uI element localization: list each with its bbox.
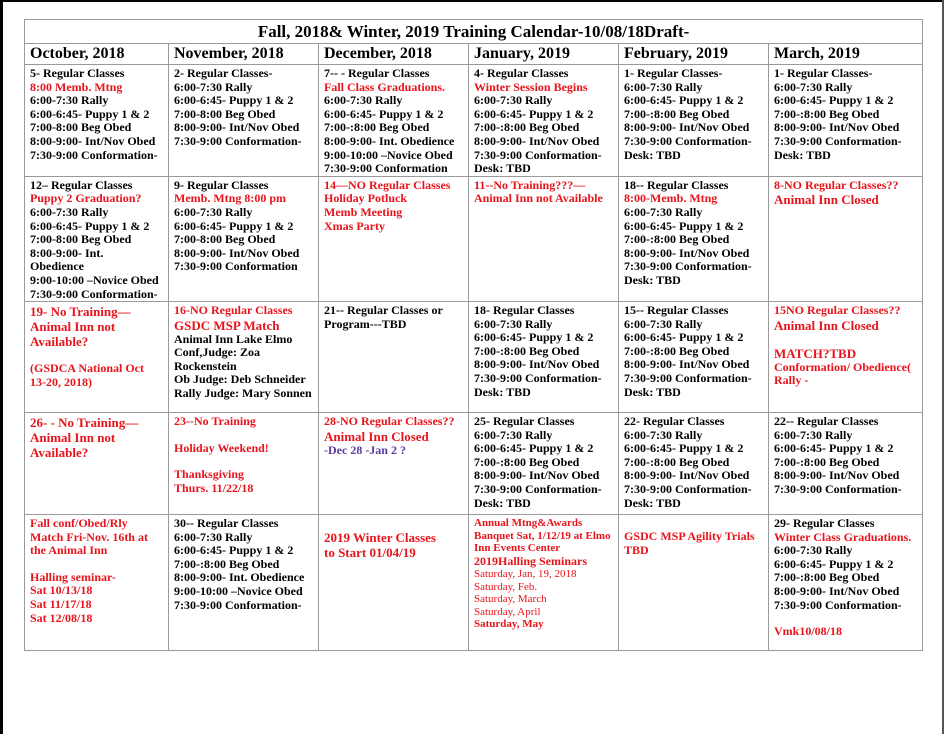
entry-line: Animal Inn not Available (474, 191, 603, 206)
entry-line: 8:00-9:00- Int/Nov Obed (174, 245, 300, 260)
entry-line: to Start 01/04/19 (324, 545, 416, 561)
entry-line: 7:30-9:00 Conformation- (474, 147, 602, 162)
day-cell-november (169, 413, 319, 515)
entry-line: Saturday, Jan, 19, 2018 (474, 568, 577, 581)
entry-line: 6:00-7:30 Rally (474, 93, 553, 108)
entry-line: 8:00-9:00- Int. Obedience (324, 133, 455, 148)
entry-line: 7:00-8:00 Beg Obed (30, 232, 132, 247)
entry-line: Inn Events Center (474, 542, 561, 555)
entry-line: Saturday, Feb. (474, 580, 538, 593)
entry-line: GSDC MSP Agility Trials (624, 529, 755, 544)
entry-line: 8:00-9:00- Int/Nov Obed (624, 468, 750, 483)
entry-line: 7:30-9:00 Conformation- (174, 133, 302, 148)
entry-line: Rockenstein (174, 358, 237, 373)
title-row (25, 20, 923, 44)
entry-line: 9- Regular Classes (174, 177, 269, 192)
calendar-title: Fall, 2018& Winter, 2019 Training Calendar-10/08/18Draft- (25, 20, 923, 44)
entry-line: 8:00-9:00- Int. Obedience (174, 570, 305, 585)
entry-line: Annual Mtng&Awards (474, 517, 583, 530)
entry-line: 7:30-9:00 Conformation (324, 161, 448, 176)
entry-line: 8:00-9:00- Int/Nov Obed (624, 120, 750, 135)
entry-line: Fall conf/Obed/Rly (30, 516, 128, 531)
entry-line: 22-- Regular Classes (774, 414, 879, 429)
entry-line: Conf,Judge: Zoa (174, 345, 261, 360)
day-cell-march (769, 65, 923, 177)
entry-line: Desk: TBD (624, 384, 681, 399)
entry-line: 7:30-9:00 Conformation- (774, 482, 902, 497)
day-cell-january (469, 302, 619, 413)
entry-line: 6:00-6:45- Puppy 1 & 2 (624, 441, 744, 456)
day-cell-november (169, 302, 319, 413)
day-cell-december (319, 65, 469, 177)
entry-line: 11--No Training???— (474, 177, 586, 192)
entry-line: Thurs. 11/22/18 (174, 480, 254, 495)
entry-line: 6:00-7:30 Rally (174, 204, 253, 219)
day-cell-january (469, 65, 619, 177)
entry-line: 7:00-:8:00 Beg Obed (624, 343, 730, 358)
entry-line: Saturday, May (474, 618, 544, 631)
day-cell-october (25, 515, 169, 651)
day-cell-march (769, 515, 923, 651)
entry-line: Sat 12/08/18 (30, 610, 93, 625)
entry-line: 7:30-9:00 Conformation (174, 259, 298, 274)
month-header-row (25, 44, 923, 65)
entry-line: Animal Inn not (30, 319, 116, 335)
entry-line: the Animal Inn (30, 543, 108, 558)
entry-line: 7:30-9:00 Conformation- (624, 133, 752, 148)
entry-line: 6:00-6:45- Puppy 1 & 2 (174, 93, 294, 108)
entry-line: Sat 11/17/18 (30, 597, 92, 612)
entry-line: Rally - (774, 373, 809, 388)
entry-line: Animal Inn Closed (774, 192, 879, 208)
entry-line: 6:00-6:45- Puppy 1 & 2 (624, 93, 744, 108)
entry-line: 2- Regular Classes- (174, 66, 273, 80)
entry-line: 7:00-:8:00 Beg Obed (624, 232, 730, 247)
entry-line: 7:00-8:00 Beg Obed (174, 232, 276, 247)
entry-line: Desk: TBD (624, 495, 681, 510)
entry-line: 23--No Training (174, 414, 256, 429)
entry-line: 8:00-9:00- Int/Nov Obed (774, 468, 900, 483)
entry-line: Desk: TBD (774, 147, 831, 162)
entry-line: Conformation/ Obedience( (774, 359, 911, 374)
month-header-december: December, 2018 (319, 44, 469, 65)
entry-line: 18- Regular Classes (474, 303, 575, 318)
day-cell-november (169, 65, 319, 177)
entry-line: 8:00-9:00- Int/Nov Obed (774, 584, 900, 599)
day-cell-december (319, 302, 469, 413)
entry-line: 8:00-9:00- Int/Nov Obed (174, 120, 300, 135)
entry-line: 8:00-Memb. Mtng (624, 191, 718, 206)
blank-line (774, 333, 921, 346)
entry-line: 29- Regular Classes (774, 516, 875, 531)
entry-line: 6:00-7:30 Rally (624, 316, 703, 331)
window-left-edge (0, 0, 3, 734)
entry-line: 21-- Regular Classes or (324, 303, 443, 318)
day-cell-november (169, 176, 319, 301)
entry-line: 6:00-7:30 Rally (30, 204, 109, 219)
day-cell-march (769, 413, 923, 515)
entry-line: 6:00-6:45- Puppy 1 & 2 (174, 543, 294, 558)
day-cell-february (619, 176, 769, 301)
entry-line: 7:00-:8:00 Beg Obed (474, 120, 580, 135)
entry-line: 22- Regular Classes (624, 414, 725, 429)
training-calendar-table (24, 19, 923, 651)
entry-line: Memb. Mtng 8:00 pm (174, 191, 286, 206)
entry-line: 14—NO Regular Classes (324, 177, 451, 192)
entry-line: 7:00-:8:00 Beg Obed (624, 106, 730, 121)
entry-line: 28-NO Regular Classes?? (324, 414, 455, 429)
entry-line: 6:00-6:45- Puppy 1 & 2 (474, 330, 594, 345)
week-row (25, 413, 923, 515)
entry-line: 6:00-7:30 Rally (774, 79, 853, 94)
entry-line: 16-NO Regular Classes (174, 303, 293, 318)
entry-line: 15-- Regular Classes (624, 303, 729, 318)
entry-line: 7:30-9:00 Conformation- (624, 482, 752, 497)
entry-line: Holiday Weekend! (174, 440, 269, 455)
entry-line: 6:00-6:45- Puppy 1 & 2 (324, 106, 444, 121)
entry-line: Match Fri-Nov. 16th at (30, 529, 148, 544)
entry-line: 6:00-7:30 Rally (624, 79, 703, 94)
entry-line: 7:30-9:00 Conformation- (624, 259, 752, 274)
day-cell-february (619, 302, 769, 413)
entry-line: Fall Class Graduations. (324, 79, 446, 94)
entry-line: 6:00-6:45- Puppy 1 & 2 (30, 218, 150, 233)
week-row (25, 176, 923, 301)
entry-line: 7:00-:8:00 Beg Obed (474, 343, 580, 358)
entry-line: 8:00-9:00- Int/Nov Obed (474, 357, 600, 372)
entry-line: Thanksgiving (174, 467, 245, 482)
entry-line: 7:30-9:00 Conformation- (30, 147, 158, 162)
entry-line: Desk: TBD (474, 495, 531, 510)
entry-line: 9:00-10:00 –Novice Obed (174, 584, 303, 599)
entry-line: Puppy 2 Graduation? (30, 191, 142, 206)
entry-line: Winter Class Graduations. (774, 529, 912, 544)
day-cell-october (25, 413, 169, 515)
day-cell-december (319, 413, 469, 515)
entry-line: 1- Regular Classes- (774, 66, 873, 80)
entry-line: Saturday, April (474, 605, 541, 618)
entry-line: 6:00-6:45- Puppy 1 & 2 (774, 93, 894, 108)
entry-line: 7:30-9:00 Conformation- (474, 371, 602, 386)
entry-line: MATCH?TBD (774, 345, 857, 361)
entry-line: 8:00-9:00- Int/Nov Obed (474, 468, 600, 483)
entry-line: 5- Regular Classes (30, 66, 125, 80)
day-cell-december (319, 176, 469, 301)
entry-line: 7:30-9:00 Conformation- (474, 482, 602, 497)
entry-line: 8:00-9:00- Int. (30, 245, 104, 260)
entry-line: Saturday, March (474, 593, 547, 606)
entry-line: Vmk10/08/18 (774, 624, 843, 639)
entry-line: 8:00 Memb. Mtng (30, 79, 123, 94)
entry-line: Rally Judge: Mary Sonnen (174, 386, 312, 401)
entry-line: 26- - No Training— (30, 415, 139, 431)
entry-line: 8:00-9:00- Int/Nov Obed (474, 133, 600, 148)
day-cell-january (469, 176, 619, 301)
day-cell-march (769, 176, 923, 301)
week-row (25, 515, 923, 651)
day-cell-february (619, 413, 769, 515)
entry-line: 7:00-8:00 Beg Obed (174, 106, 276, 121)
entry-line: 8:00-9:00- Int/Nov Obed (774, 120, 900, 135)
entry-line: 6:00-6:45- Puppy 1 & 2 (774, 441, 894, 456)
day-cell-october (25, 176, 169, 301)
entry-line: Animal Inn Lake Elmo (174, 331, 293, 346)
entry-line: 6:00-6:45- Puppy 1 & 2 (474, 441, 594, 456)
entry-line: Available? (30, 445, 89, 461)
entry-line: 9:00-10:00 –Novice Obed (324, 147, 453, 162)
entry-line: 2019 Winter Classes (324, 530, 436, 546)
entry-line: 7-- - Regular Classes (324, 66, 430, 80)
entry-line: 30-- Regular Classes (174, 516, 279, 531)
entry-line: Animal Inn Closed (774, 317, 879, 333)
entry-line: Holiday Potluck (324, 191, 408, 206)
entry-line: 7:30-9:00 Conformation- (774, 597, 902, 612)
entry-line: (GSDCA National Oct (30, 361, 144, 376)
entry-line: 7:00-:8:00 Beg Obed (174, 556, 280, 571)
entry-line: 6:00-6:45- Puppy 1 & 2 (624, 330, 744, 345)
day-cell-december (319, 515, 469, 651)
entry-line: Desk: TBD (474, 161, 531, 176)
blank-line (174, 429, 317, 442)
entry-line: 1- Regular Classes- (624, 66, 723, 80)
entry-line: 8:00-9:00- Int/Nov Obed (624, 245, 750, 260)
entry-line: 7:00-:8:00 Beg Obed (774, 454, 880, 469)
day-cell-march (769, 302, 923, 413)
month-header-october: October, 2018 (25, 44, 169, 65)
entry-line: 6:00-7:30 Rally (324, 93, 403, 108)
entry-line: 7:00-8:00 Beg Obed (30, 120, 132, 135)
blank-line (30, 558, 167, 571)
entry-line: 6:00-7:30 Rally (774, 543, 853, 558)
entry-line: Memb Meeting (324, 204, 403, 219)
entry-line: 7:00-:8:00 Beg Obed (324, 120, 430, 135)
entry-line: Desk: TBD (474, 384, 531, 399)
month-header-january: January, 2019 (469, 44, 619, 65)
entry-line: 6:00-6:45- Puppy 1 & 2 (174, 218, 294, 233)
month-header-march: March, 2019 (769, 44, 923, 65)
entry-line: Animal Inn not (30, 430, 116, 446)
entry-line: Winter Session Begins (474, 79, 588, 94)
entry-line: Obedience (30, 259, 84, 274)
week-row (25, 302, 923, 413)
window-top-edge (0, 0, 944, 2)
entry-line: 8:00-9:00- Int/Nov Obed (624, 357, 750, 372)
entry-line: 7:30-9:00 Conformation- (30, 286, 158, 301)
day-cell-january (469, 515, 619, 651)
entry-line: 7:30-9:00 Conformation- (774, 133, 902, 148)
entry-line: 7:00-:8:00 Beg Obed (774, 106, 880, 121)
entry-line: Program---TBD (324, 316, 407, 331)
entry-line: 4- Regular Classes (474, 66, 569, 80)
entry-line: Sat 10/13/18 (30, 583, 93, 598)
entry-line: 6:00-6:45- Puppy 1 & 2 (30, 106, 150, 121)
entry-line: 6:00-7:30 Rally (774, 427, 853, 442)
entry-line: 7:30-9:00 Conformation- (624, 371, 752, 386)
entry-line: 7:00-:8:00 Beg Obed (774, 570, 880, 585)
entry-line: 7:30-9:00 Conformation- (174, 597, 302, 612)
blank-line (324, 517, 467, 530)
entry-line: 15NO Regular Classes?? (774, 303, 901, 318)
entry-line: TBD (624, 542, 649, 557)
entry-line: 25- Regular Classes (474, 414, 575, 429)
month-header-november: November, 2018 (169, 44, 319, 65)
entry-line: Animal Inn Closed (324, 428, 429, 444)
entry-line: Banquet Sat, 1/12/19 at Elmo (474, 529, 611, 542)
entry-line: 13-20, 2018) (30, 374, 92, 389)
week-row (25, 65, 923, 177)
entry-line: Xmas Party (324, 218, 385, 233)
entry-line: -Dec 28 -Jan 2 ? (324, 442, 406, 457)
entry-line: Available? (30, 334, 89, 350)
entry-line: Desk: TBD (624, 272, 681, 287)
entry-line: 6:00-7:30 Rally (174, 529, 253, 544)
entry-line: 6:00-6:45- Puppy 1 & 2 (624, 218, 744, 233)
entry-line: 6:00-7:30 Rally (30, 93, 109, 108)
day-cell-october (25, 65, 169, 177)
entry-line: 8:00-9:00- Int/Nov Obed (30, 133, 156, 148)
entry-line: 7:00-:8:00 Beg Obed (474, 454, 580, 469)
day-cell-february (619, 65, 769, 177)
entry-line: 7:00-:8:00 Beg Obed (624, 454, 730, 469)
entry-line: 9:00-10:00 –Novice Obed (30, 272, 159, 287)
day-cell-january (469, 413, 619, 515)
entry-line: 6:00-6:45- Puppy 1 & 2 (474, 106, 594, 121)
entry-line: Halling seminar- (30, 569, 116, 584)
entry-line: 18-- Regular Classes (624, 177, 729, 192)
entry-line: 8-NO Regular Classes?? (774, 177, 899, 192)
day-cell-february (619, 515, 769, 651)
entry-line: 6:00-7:30 Rally (624, 427, 703, 442)
entry-line: 6:00-7:30 Rally (624, 204, 703, 219)
day-cell-october (25, 302, 169, 413)
day-cell-november (169, 515, 319, 651)
entry-line: 6:00-7:30 Rally (174, 79, 253, 94)
entry-line: 19- No Training— (30, 304, 131, 320)
entry-line: 12– Regular Classes (30, 177, 133, 192)
entry-line: 6:00-6:45- Puppy 1 & 2 (774, 556, 894, 571)
month-header-february: February, 2019 (619, 44, 769, 65)
entry-line: Desk: TBD (624, 147, 681, 162)
entry-line: GSDC MSP Match (174, 317, 280, 333)
entry-line: 2019Halling Seminars (474, 553, 588, 568)
entry-line: 6:00-7:30 Rally (474, 427, 553, 442)
entry-line: 6:00-7:30 Rally (474, 316, 553, 331)
entry-line: Ob Judge: Deb Schneider (174, 372, 306, 387)
